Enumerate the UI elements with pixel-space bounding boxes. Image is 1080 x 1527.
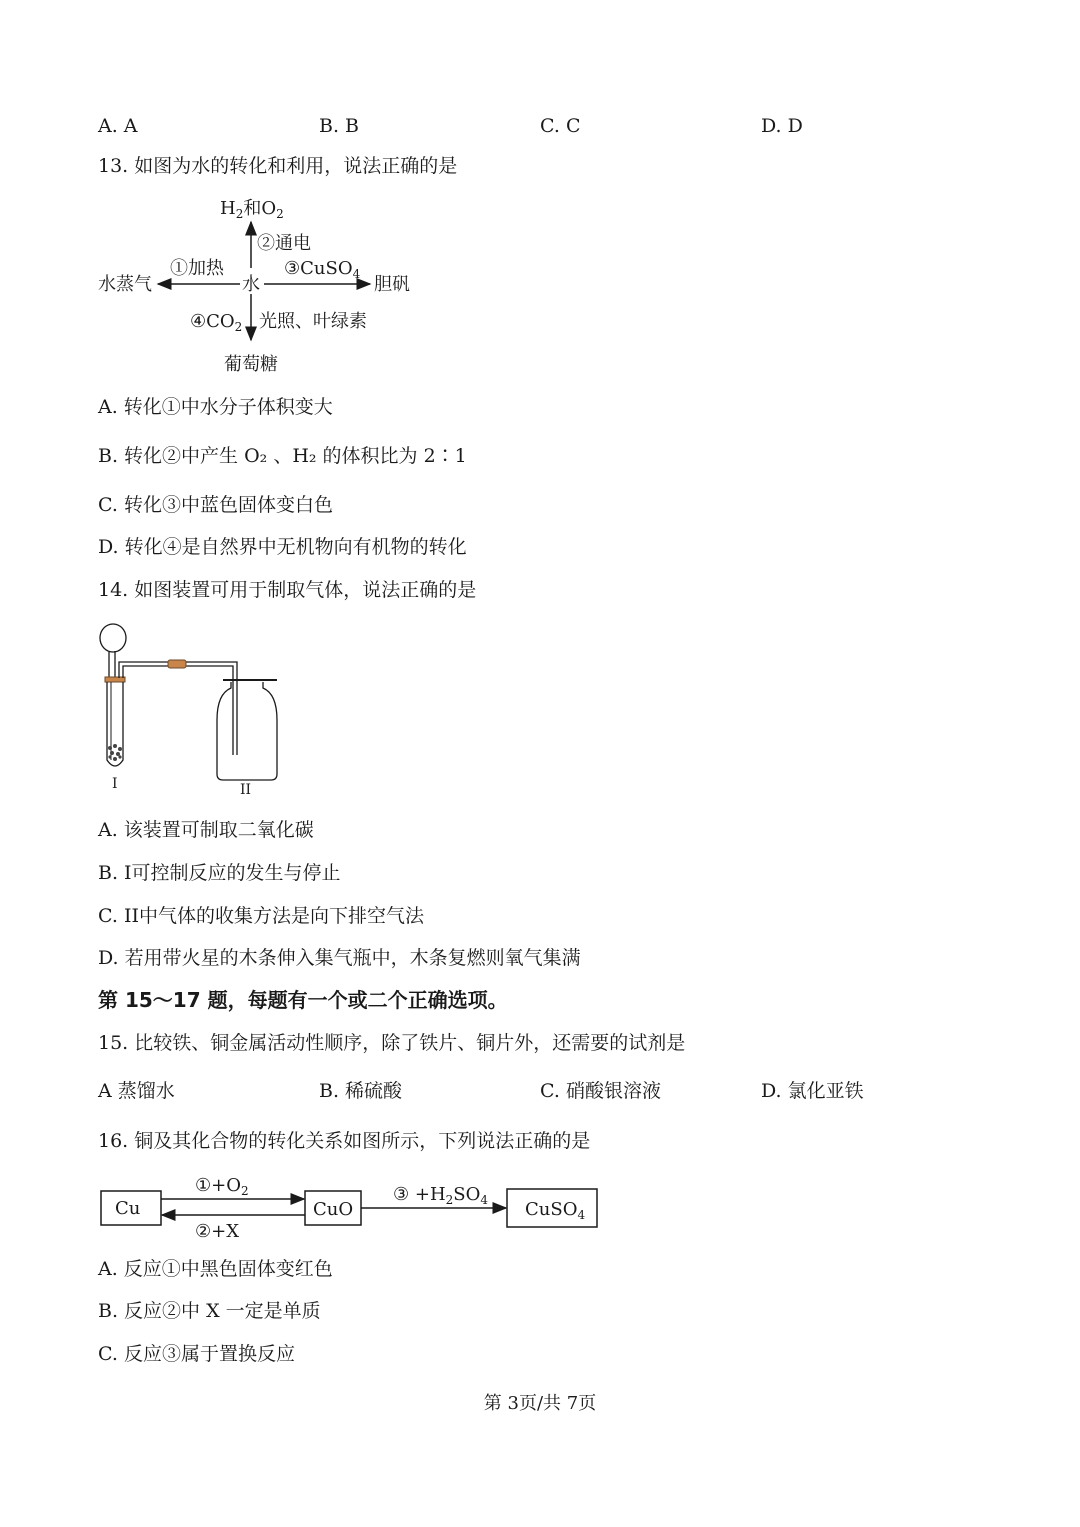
q13-option-c: C. 转化③中蓝色固体变白色	[98, 494, 333, 516]
q13-label-4-condition: 光照、叶绿素	[259, 311, 367, 332]
q13-left-product: 水蒸气	[98, 274, 152, 295]
delivery-tube	[119, 662, 237, 755]
q13-center-water: 水	[242, 274, 260, 295]
section-heading: 第 15～17 题，每题有一个或二个正确选项。	[98, 988, 508, 1012]
q16-copper-diagram	[95, 1165, 615, 1245]
q16-option-b: B. 反应②中 X 一定是单质	[98, 1300, 321, 1322]
q15-stem: 15. 比较铁、铜金属活动性顺序，除了铁片、铜片外，还需要的试剂是	[98, 1032, 686, 1054]
q12-option-b: B. B	[319, 115, 360, 137]
q13-option-b: B. 转化②中产生 O₂ 、H₂ 的体积比为 2∶1	[98, 445, 467, 467]
box-cuo-label: CuO	[313, 1199, 354, 1220]
q16-option-c: C. 反应③属于置换反应	[98, 1343, 295, 1365]
arrow-1-label: $①+O_2$	[195, 1175, 249, 1198]
q12-options	[0, 115, 1080, 139]
funnel-bulb	[100, 624, 126, 652]
q16-option-a: A. 反应①中黑色固体变红色	[98, 1258, 333, 1280]
q12-option-d: D. D	[761, 115, 803, 137]
q14-option-c: C. II中气体的收集方法是向下排空气法	[98, 905, 424, 927]
q13-option-a: A. 转化①中水分子体积变大	[98, 396, 333, 418]
q13-stem: 13. 如图为水的转化和利用，说法正确的是	[98, 155, 458, 177]
box-cuso4-label: CuSO$_4$	[525, 1199, 586, 1222]
q14-option-d: D. 若用带火星的木条伸入集气瓶中，木条复燃则氧气集满	[98, 947, 581, 969]
q14-stem: 14. 如图装置可用于制取气体，说法正确的是	[98, 579, 477, 601]
q13-option-d: D. 转化④是自然界中无机物向有机物的转化	[98, 536, 467, 558]
q12-option-c: C. C	[540, 115, 581, 137]
arrow-2-label: ②+X	[195, 1221, 240, 1242]
q14-apparatus-diagram	[95, 620, 295, 800]
q15-option-b: B. 稀硫酸	[319, 1080, 403, 1102]
q13-label-4: $④CO_2$	[190, 311, 243, 334]
q13-label-3: ③CuSO$_4$	[284, 258, 361, 281]
q15-options	[0, 1076, 1080, 1100]
gas-jar	[217, 682, 277, 780]
q13-right-product: 胆矾	[374, 274, 410, 295]
label-II: II	[240, 782, 252, 798]
q15-option-a: A 蒸馏水	[98, 1080, 175, 1102]
q16-stem: 16. 铜及其化合物的转化关系如图所示，下列说法正确的是	[98, 1130, 591, 1152]
solid-beads	[108, 744, 122, 761]
q13-bottom-product: 葡萄糖	[224, 354, 278, 375]
stopper	[105, 677, 125, 682]
arrow-3-label: ③ $+H_2SO_4$	[393, 1184, 489, 1207]
q15-option-d: D. 氯化亚铁	[761, 1080, 864, 1102]
q12-option-a: A. A	[98, 115, 138, 137]
q13-label-1: ①加热	[170, 258, 224, 279]
q14-option-a: A. 该装置可制取二氧化碳	[98, 819, 314, 841]
label-I: I	[112, 776, 118, 792]
q14-option-b: B. I可控制反应的发生与停止	[98, 862, 341, 884]
q13-label-2: ②通电	[257, 233, 311, 254]
test-tube	[107, 682, 123, 766]
q13-product-top: $H_2$和$O_2$	[220, 198, 284, 221]
tube-connector	[168, 660, 186, 668]
box-cu-label: Cu	[115, 1198, 141, 1219]
page-footer: 第 3页/共 7页	[483, 1393, 597, 1414]
q15-option-c: C. 硝酸银溶液	[540, 1080, 661, 1102]
q13-water-diagram	[90, 190, 430, 380]
